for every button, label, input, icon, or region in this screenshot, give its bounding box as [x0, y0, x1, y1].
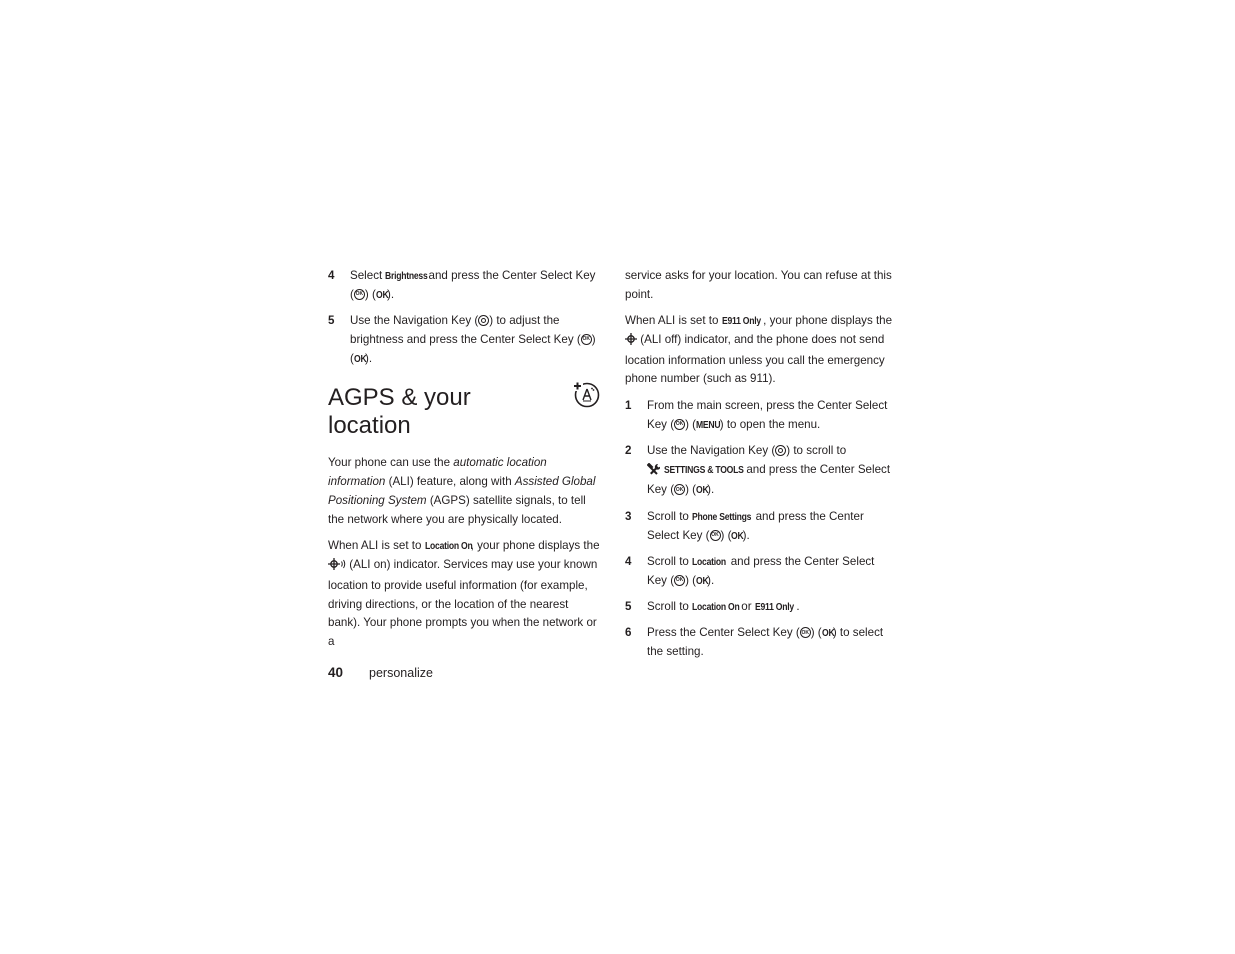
- center-select-key-icon: [674, 419, 685, 430]
- paragraph: Your phone can use the automatic location information (ALI) feature, along with Assisted Global Positioning System (AGPS) satellite signals, to tell the network where you are physically located.: [328, 456, 596, 526]
- menu-option: SETTINGS & TOOLS: [664, 463, 744, 476]
- step-number: 4: [328, 269, 335, 282]
- step-item: 2 Use the Navigation Key ( ) to scroll to SETTINGS & TOOLS and press the Center Select Key (OK ) (OK).: [625, 442, 897, 500]
- step-number: 1: [625, 398, 632, 412]
- menu-option: Phone Settings: [692, 510, 752, 523]
- network-feature-icon: [572, 380, 600, 413]
- center-select-key-icon: [710, 530, 721, 541]
- soft-key-label: OK: [375, 288, 389, 301]
- left-column: [328, 267, 600, 659]
- step-item: 5 Scroll to Location On or E911 Only .: [625, 598, 897, 617]
- step-item: 4 Select Brightness and press the Center Select Key (OK ) (OK).: [328, 267, 600, 305]
- step-number: 5: [625, 599, 632, 613]
- step-item: 6 Press the Center Select Key (OK ) (OK) to select the setting.: [625, 624, 897, 662]
- soft-key-label: OK: [731, 529, 744, 542]
- center-select-key-icon: [581, 334, 592, 345]
- section-heading: AGPS & your location: [328, 384, 471, 440]
- step-item: 3 Scroll to Phone Settings and press the Center Select Key (OK ) (OK).: [625, 508, 897, 546]
- menu-option: E911 Only: [721, 315, 761, 328]
- section-heading-wrap: [328, 384, 600, 440]
- menu-option: Location On: [692, 600, 740, 613]
- step-number: 3: [625, 509, 632, 523]
- navigation-key-icon: [478, 315, 489, 326]
- menu-option: Brightness: [385, 270, 428, 282]
- soft-key-label: MENU: [696, 418, 721, 431]
- step-item: 1 From the main screen, press the Center Select Key (OK ) (MENU) to open the menu.: [625, 397, 897, 435]
- soft-key-label: OK: [353, 352, 367, 365]
- soft-key-label: OK: [696, 484, 709, 497]
- menu-option: Location: [692, 555, 727, 568]
- paragraph: When ALI is set to E911 Only , your phone displays the (ALI off) indicator, and the phone does not send location information unless you call the emergency phone number (such as 911).: [625, 314, 893, 386]
- right-column: [625, 267, 897, 669]
- center-select-key-icon: [674, 484, 685, 495]
- ali-off-icon: [625, 333, 637, 352]
- settings-tools-icon: [647, 463, 660, 482]
- section-name: personalize: [369, 666, 433, 680]
- page-number: 40: [328, 665, 344, 680]
- navigation-key-icon: [775, 445, 786, 456]
- soft-key-label: OK: [821, 627, 835, 640]
- center-select-key-icon: [354, 289, 365, 300]
- step-number: 6: [625, 626, 632, 640]
- menu-option: E911 Only: [754, 600, 794, 613]
- step-number: 5: [328, 314, 335, 328]
- center-select-key-icon: [800, 627, 811, 638]
- step-number: 2: [625, 443, 632, 457]
- step-item: 5 Use the Navigation Key ( ) to adjust the brightness and press the Center Select Key (OK ) (OK).: [328, 312, 600, 368]
- step-number: 4: [625, 554, 632, 568]
- paragraph: When ALI is set to Location On, your phone displays the (ALI on) indicator. Services may use your known location to provide useful information (for example, driving directions, or the location of the nearest bank). Your phone prompts you when the network or a: [328, 539, 600, 649]
- page-footer: [328, 665, 433, 680]
- center-select-key-icon: [674, 575, 685, 586]
- menu-option: Location On: [424, 540, 473, 553]
- soft-key-label: OK: [696, 574, 709, 587]
- step-item: 4 Scroll to Location and press the Center Select Key (OK ) (OK).: [625, 553, 897, 591]
- paragraph: service asks for your location. You can refuse at this point.: [625, 269, 892, 301]
- ali-on-icon: [328, 558, 346, 577]
